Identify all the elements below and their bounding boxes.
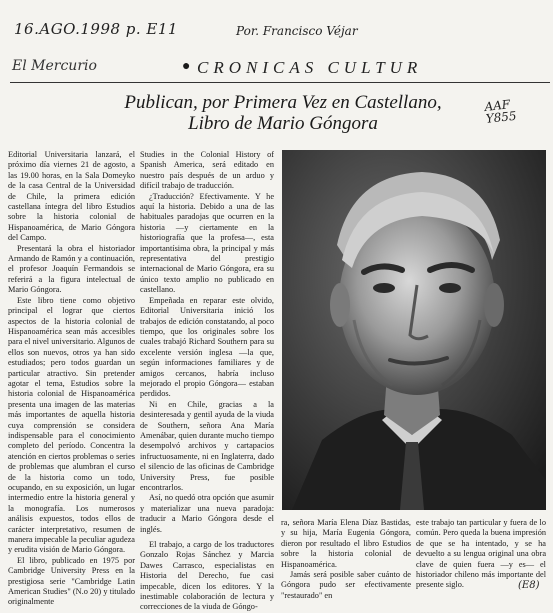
paragraph: ¿Traducción? Efectivamente. Y he aquí la historia. Debido a una de las habituales paradojas que ocurren en la historia —y ciertamente en la historiografía que la profesa—, esta importantísima obra, la principal y más representativa del prestigio internacional de Mario Góngora, era su único texto amplio no publicado en castellano. — [140, 191, 274, 295]
article-column-4 — [416, 518, 546, 591]
handwritten-date: 16.AGO.1998 p. E11 — [14, 20, 178, 38]
handwritten-author: Por. Francisco Véjar — [236, 24, 358, 38]
section-title: CRONICAS CULTUR — [197, 58, 423, 77]
paragraph: Editorial Universitaria lanzará, el próximo día viernes 21 de agosto, a las 19.00 horas, en la Sala Domeyko de la casa Central de la Universidad de Chile, la primera edición castellana íntegra del libro Estudios sobre la historia colonial de Hispanoamérica, de Mario Góngora del Campo. — [8, 150, 135, 243]
bullet-icon: ● — [182, 59, 191, 74]
masthead — [12, 58, 546, 80]
paragraph: Ni en Chile, gracias a la desinteresada y gentil ayuda de la viuda de Southern, señora Ana María Amenábar, quien durante mucho tiempo desempolvó archivos y cartapacios infructuosamente, ni en Inglaterra, dado el silencio de las oficinas de Cambridge University Press, fue posible encontrarlos. — [140, 399, 274, 492]
masthead-rule — [10, 82, 550, 83]
newspaper-logo: El Mercurio — [12, 58, 97, 74]
paragraph: El trabajo, a cargo de los traductores Gonzalo Rojas Sánchez y Marcia Dawes Carrasco, especialistas en Historia del Derecho, fue casi impecable, dicen los editores. Y la inestimable colaboración de lectura y correcciones de la viuda de Góngo- — [140, 540, 274, 612]
headline-line-2: Libro de Mario Góngora — [188, 113, 378, 134]
headline-line-1: Publican, por Primera Vez en Castellano, — [124, 92, 442, 113]
handwritten-page-mark: (E8) — [518, 580, 540, 591]
paragraph: Presentará la obra el historiador Armando de Ramón y a continuación, el profesor Joaquín Fermandois se referirá a la figura intelectual de Mario Góngora. — [8, 243, 135, 295]
article-column-2 — [140, 150, 274, 535]
headline — [88, 92, 478, 134]
article-column-3 — [281, 518, 411, 601]
paragraph: Así, no quedó otra opción que asumir y materializar una nueva paradoja: traducir a Mario Góngora desde el inglés. — [140, 493, 274, 534]
handwritten-archive-code: AAF Y855 — [483, 97, 518, 126]
paragraph: El libro, publicado en 1975 por Cambridge University Press en la prestigiosa serie "Cambridge Latin American Studies" (N.o 20) y titulado originalmente — [8, 555, 135, 607]
paragraph: este trabajo tan particular y fuera de lo común. Pero queda la buena impresión de que se ha intentado, y se ha devuelto a su lengua original una obra clave de quien fuera —y es— el historiador chileno más importante del presente siglo. — [416, 518, 546, 590]
paragraph: Jamás será posible saber cuánto de Góngora pudo ser efectivamente "restaurado" en — [281, 570, 411, 600]
article-column-2-bottom — [140, 540, 274, 613]
paragraph: Empeñada en reparar este olvido, Editorial Universitaria inició los trabajos de edición constatando, al poco tiempo, que los originales sobre los cuales trabajó Richard Southern para su excelente versión inglesa —la que, según informaciones familiares y de amigos cercanos, habría incluso mejorado el propio Góngora— estaban perdidos. — [140, 295, 274, 399]
article-column-1 — [8, 150, 135, 608]
paragraph: ra, señora María Elena Díaz Bastidas, y su hija, María Eugenia Góngora, dieron por resultado el libro Estudios sobre la historia colonial de Hispanoamérica. — [281, 518, 411, 569]
paragraph: Studies in the Colonial History of Spanish America, será editado en nuestro país después de un arduo y difícil trabajo de traducción. — [140, 150, 274, 191]
author-portrait-photo — [282, 150, 546, 510]
paragraph: Este libro tiene como objetivo principal el lograr que ciertos aspectos de la historia colonial de Hispanoamérica sean más accesibles para el nivel universitario. Algunos de ellos son nuevos, otros ya han sido estudiados; pero todos guardan un particular atractivo. Sin pretender agotar el tema, Estudios sobre la historia colonial de Hispanoamérica presenta una imagen de las materias más importantes de aquella historia cuya comprensión se considera indispensable para el conocimiento completo del período. Concentra la atención en ciertos problemas o series de problemas que alumbran el curso de la historia como un todo, ocupando, en su exposición, un lugar intermedio entre la historia general y la monografía. Los numerosos análisis expuestos, todos ellos de carácter interpretativo, resumen de manera impecable la peculiar agudeza y erudita visión de Mario Góngora. — [8, 295, 135, 555]
portrait-illustration — [282, 150, 546, 510]
